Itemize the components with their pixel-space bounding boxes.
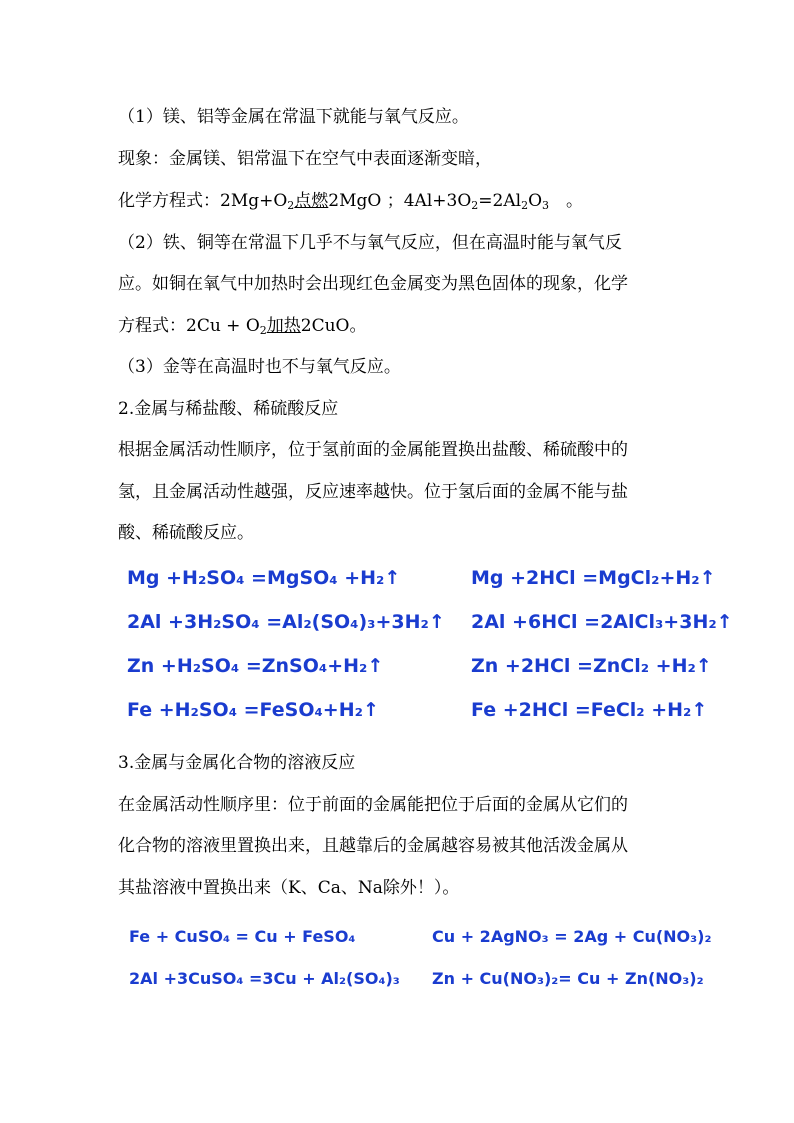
equation-zn-cuno32: Zn + Cu(NO₃)₂= Cu + Zn(NO₃)₂ xyxy=(432,969,704,988)
equation-cu-agno3: Cu + 2AgNO₃ = 2Ag + Cu(NO₃)₂ xyxy=(432,927,712,946)
paragraph-8: 根据金属活动性顺序，位于氢前面的金属能置换出盐酸、稀硫酸中的 xyxy=(118,440,628,460)
section-heading-2: 2.金属与稀盐酸、稀硫酸反应 xyxy=(118,399,339,419)
equation-mg-h2so4: Mg +H₂SO₄ =MgSO₄ +H₂↑ xyxy=(127,567,401,589)
equation-al-hcl: 2Al +6HCl =2AlCl₃+3H₂↑ xyxy=(471,611,733,633)
equation-zn-h2so4: Zn +H₂SO₄ =ZnSO₄+H₂↑ xyxy=(127,655,384,677)
condition-heat: 加热 xyxy=(266,316,301,336)
section-heading-3: 3.金属与金属化合物的溶液反应 xyxy=(118,753,356,773)
equation-mg-hcl: Mg +2HCl =MgCl₂+H₂↑ xyxy=(471,567,716,589)
paragraph-10: 酸、稀硫酸反应。 xyxy=(118,523,254,543)
equation-al-cuso4: 2Al +3CuSO₄ =3Cu + Al₂(SO₄)₃ xyxy=(129,969,400,988)
equation-al-h2so4: 2Al +3H₂SO₄ =Al₂(SO₄)₃+3H₂↑ xyxy=(127,611,445,633)
paragraph-7: （3）金等在高温时也不与氧气反应。 xyxy=(118,357,401,377)
equation-zn-hcl: Zn +2HCl =ZnCl₂ +H₂↑ xyxy=(471,655,712,677)
paragraph-5: 应。如铜在氧气中加热时会出现红色金属变为黑色固体的现象，化学 xyxy=(118,274,628,294)
condition-ignite: 点燃 xyxy=(294,191,329,211)
paragraph-2: 现象：金属镁、铝常温下在空气中表面逐渐变暗， xyxy=(118,149,492,169)
paragraph-3-equation: 化学方程式：$2Mg+O_2$点燃2MgO ；$4Al+3O_2=2Al_2O_3$ 。 xyxy=(118,191,583,212)
paragraph-11: 在金属活动性顺序里：位于前面的金属能把位于后面的金属从它们的 xyxy=(118,795,628,815)
paragraph-13: 其盐溶液中置换出来（K、Ca、Na除外！）。 xyxy=(118,878,460,898)
equation-fe-hcl: Fe +2HCl =FeCl₂ +H₂↑ xyxy=(471,699,708,721)
paragraph-9: 氢，且金属活动性越强，反应速率越快。位于氢后面的金属不能与盐 xyxy=(118,482,628,502)
equation-fe-cuso4: Fe + CuSO₄ = Cu + FeSO₄ xyxy=(129,927,356,946)
equation-fe-h2so4: Fe +H₂SO₄ =FeSO₄+H₂↑ xyxy=(127,699,379,721)
paragraph-4: （2）铁、铜等在常温下几乎不与氧气反应，但在高温时能与氧气反 xyxy=(118,233,622,253)
paragraph-12: 化合物的溶液里置换出来，且越靠后的金属越容易被其他活泼金属从 xyxy=(118,836,628,856)
paragraph-1: （1）镁、铝等金属在常温下就能与氧气反应。 xyxy=(118,107,469,127)
paragraph-6-equation: 方程式：$2Cu + O_2$加热2CuO。 xyxy=(118,316,367,337)
